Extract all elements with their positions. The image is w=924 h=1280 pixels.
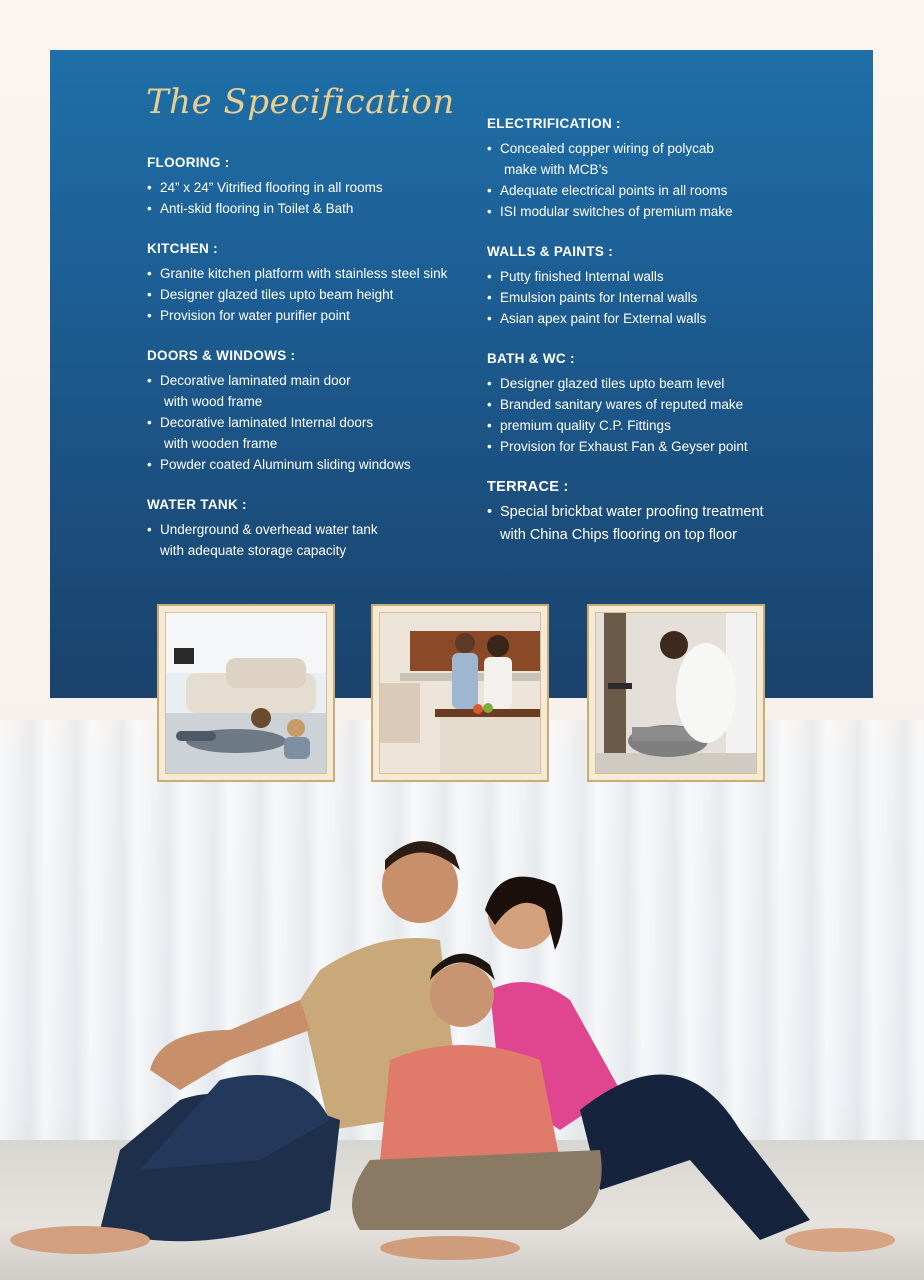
spec-item: • premium quality C.P. Fittings [487,415,817,436]
bathroom-illustration [596,613,757,774]
section-heading: DOORS & WINDOWS : [147,348,296,363]
spec-item-continuation: with wooden frame [164,436,278,451]
spec-item: • Special brickbat water proofing treatment [487,501,817,524]
boy-foot [380,1236,520,1260]
section-electrification [487,116,817,222]
page-title: The Specification [146,82,455,122]
spec-item: • Branded sanitary wares of reputed make [487,394,817,415]
spec-item: • Concealed copper wiring of polycab [487,138,817,159]
spec-item: • Adequate electrical points in all rooms [487,180,817,201]
section-heading: FLOORING : [147,155,230,170]
section-bath-wc [487,351,817,457]
kitchen-illustration [380,613,541,774]
spec-item: • Decorative laminated Internal doors [147,412,477,433]
mother-jeans [580,1074,810,1240]
spec-item: • Designer glazed tiles upto beam level [487,373,817,394]
spec-item: • Emulsion paints for Internal walls [487,287,817,308]
boy-head [430,963,494,1027]
living-room-photo [157,604,335,782]
spec-item: • Granite kitchen platform with stainless steel sink [147,263,477,284]
father-foot [10,1226,150,1254]
section-flooring [147,155,477,219]
section-terrace [487,479,817,547]
section-doors-windows [147,348,477,475]
spec-item: • Powder coated Aluminum sliding windows [147,454,477,475]
boy-trousers [352,1150,602,1230]
spec-item: • ISI modular switches of premium make [487,201,817,222]
living-room-illustration [166,613,327,774]
spec-item: • Provision for water purifier point [147,305,477,326]
section-heading: WATER TANK : [147,497,247,512]
spec-item: • 24” x 24” Vitrified flooring in all rooms [147,177,477,198]
section-water-tank [147,497,477,561]
section-heading: BATH & WC : [487,351,575,366]
spec-column-right [487,116,817,569]
boy-shirt [380,1045,560,1160]
spec-item-continuation: with China Chips flooring on top floor [500,527,737,543]
mother-foot [785,1228,895,1252]
spec-item: • Provision for Exhaust Fan & Geyser point [487,436,817,457]
section-heading: TERRACE : [487,479,569,495]
section-heading: WALLS & PAINTS : [487,244,614,259]
spec-item: • Designer glazed tiles upto beam height [147,284,477,305]
kitchen-photo [371,604,549,782]
spec-item: • Underground & overhead water tank [147,519,477,540]
spec-item-continuation: with wood frame [164,394,263,409]
family-photo [0,830,924,1280]
spec-item: • Anti-skid flooring in Toilet & Bath [147,198,477,219]
section-kitchen [147,241,477,326]
section-walls-paints [487,244,817,329]
spec-item-continuation: make with MCB’s [504,162,609,177]
bathroom-photo [587,604,765,782]
section-heading: KITCHEN : [147,241,218,256]
spec-column-left [147,155,477,583]
spec-item: • Decorative laminated main door [147,370,477,391]
spec-item: • Asian apex paint for External walls [487,308,817,329]
spec-item: • Putty finished Internal walls [487,266,817,287]
spec-item-continuation: with adequate storage capacity [160,543,347,558]
section-heading: ELECTRIFICATION : [487,116,621,131]
